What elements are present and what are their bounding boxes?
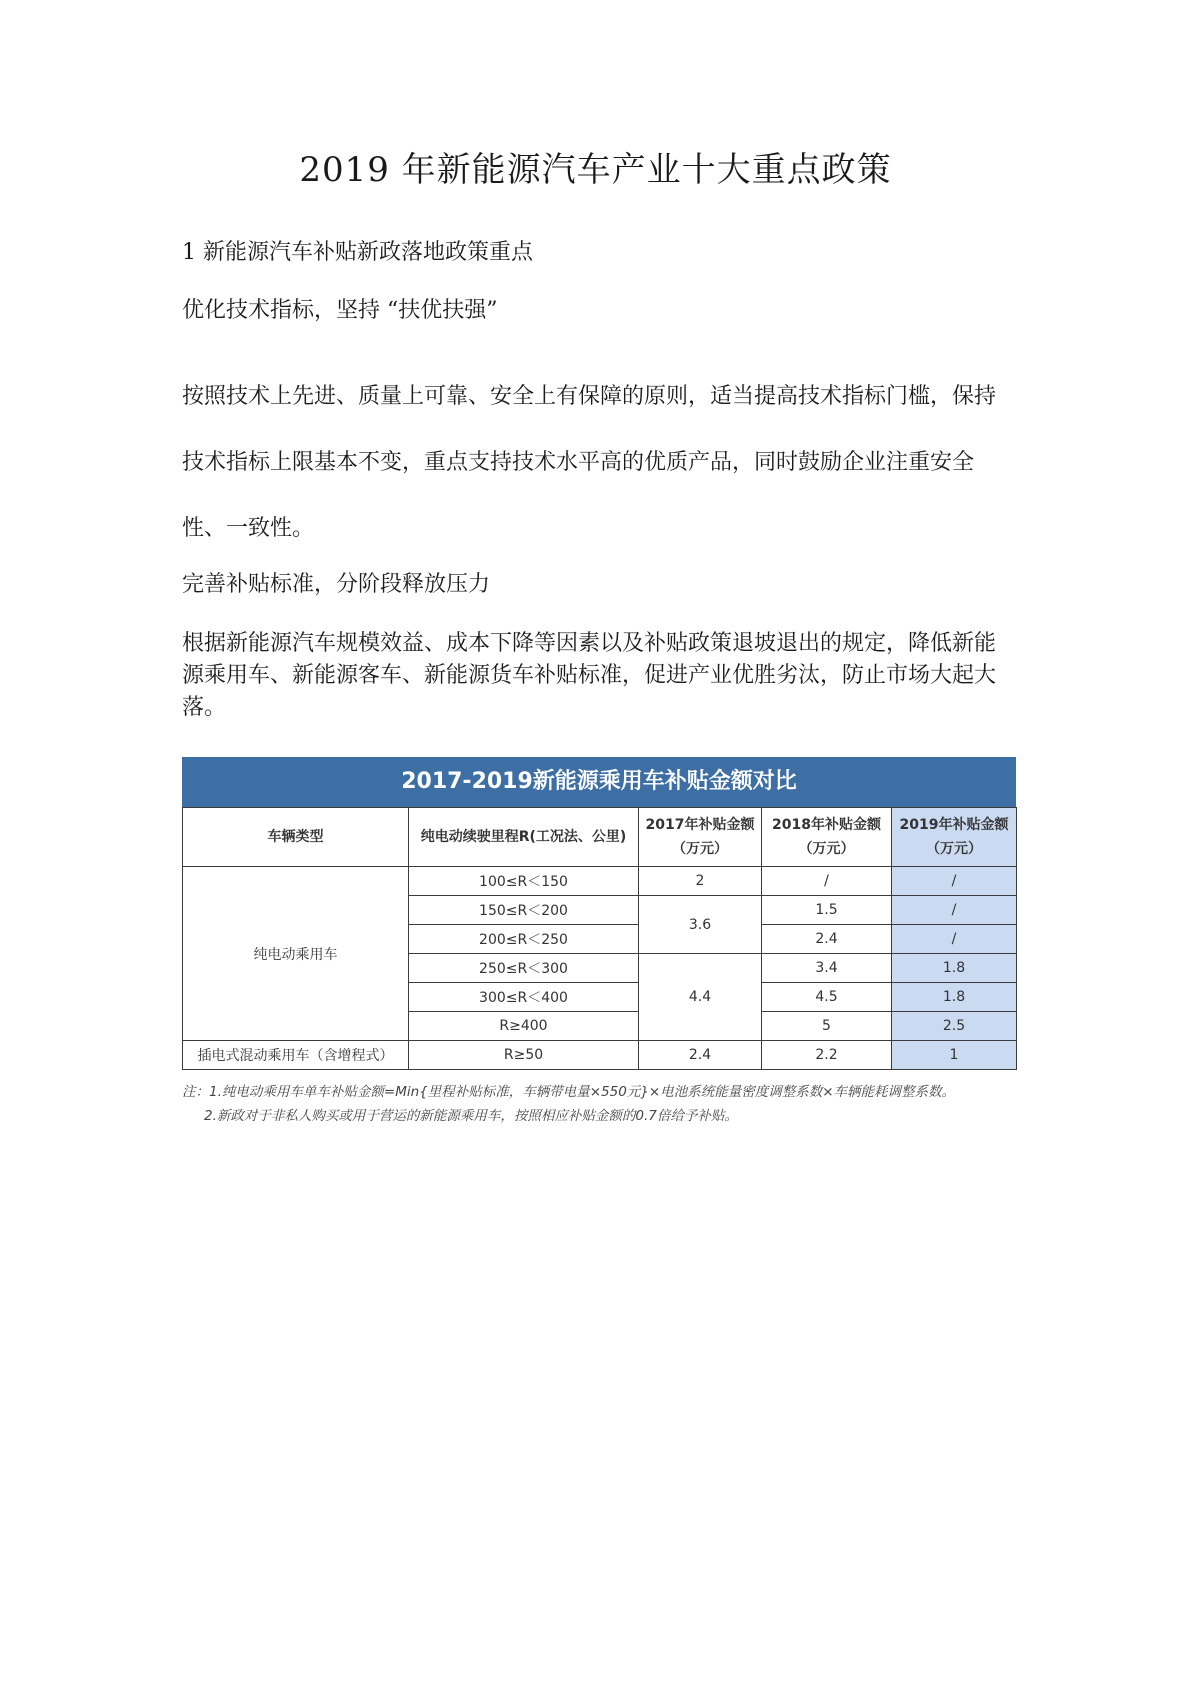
table-row [183,867,1017,896]
table-note-1: 注：1.纯电动乘用车单车补贴金额=Min{里程补贴标准，车辆带电量×550元}×电池系统能量密度调整系数×车辆能耗调整系数。 [182,1084,956,1100]
cell-2018: 5 [762,1012,892,1041]
table-notes [182,1080,1042,1128]
subheading-subsidy-standards: 完善补贴标准，分阶段释放压力 [182,572,491,597]
cell-2018: 2.4 [762,925,892,954]
header-2019: 2019年补贴金额（万元） [892,808,1017,867]
cell-range: 300≤R＜400 [409,983,639,1012]
cell-type-bev: 纯电动乘用车 [183,867,409,1041]
paragraph-subsidy-reduction: 根据新能源汽车规模效益、成本下降等因素以及补贴政策退坡退出的规定，降低新能源乘用车、新能源客车、新能源货车补贴标准，促进产业优胜劣汰，防止市场大起大落。 [182,631,997,720]
cell-2019: / [892,925,1017,954]
header-vehicle-type: 车辆类型 [183,808,409,867]
cell-2019: / [892,867,1017,896]
subsidy-table [182,807,1017,1070]
cell-range: 200≤R＜250 [409,925,639,954]
header-2017: 2017年补贴金额（万元） [639,808,762,867]
cell-2017: 3.6 [639,896,762,954]
cell-2019: 1 [892,1041,1017,1070]
cell-2017: 2 [639,867,762,896]
table-note-2: 2.新政对于非私人购买或用于营运的新能源乘用车，按照相应补贴金额的0.7倍给予补贴。 [204,1108,738,1124]
document-title: 2019 年新能源汽车产业十大重点政策 [299,150,892,190]
paragraph-technical-standards: 按照技术上先进、质量上可靠、安全上有保障的原则，适当提高技术指标门槛，保持技术指标上限基本不变，重点支持技术水平高的优质产品，同时鼓励企业注重安全性、一致性。 [182,384,997,541]
cell-2018: 4.5 [762,983,892,1012]
cell-2019: 1.8 [892,954,1017,983]
cell-2018: 1.5 [762,896,892,925]
subheading-optimize: 优化技术指标，坚持 “扶优扶强” [182,298,498,323]
cell-range: 150≤R＜200 [409,896,639,925]
table-title: 2017-2019新能源乘用车补贴金额对比 [182,757,1016,807]
cell-type-phev: 插电式混动乘用车（含增程式） [183,1041,409,1070]
table-header-row [183,808,1017,867]
header-2018: 2018年补贴金额（万元） [762,808,892,867]
section-heading-1: 1 新能源汽车补贴新政落地政策重点 [182,240,533,265]
cell-2018: / [762,867,892,896]
cell-2017: 2.4 [639,1041,762,1070]
cell-range: 100≤R＜150 [409,867,639,896]
cell-2019: 1.8 [892,983,1017,1012]
cell-range: R≥50 [409,1041,639,1070]
cell-range: 250≤R＜300 [409,954,639,983]
table-row [183,1041,1017,1070]
cell-2019: 2.5 [892,1012,1017,1041]
subsidy-table-figure [182,757,1016,1070]
cell-range: R≥400 [409,1012,639,1041]
cell-2019: / [892,896,1017,925]
header-range: 纯电动续驶里程R(工况法、公里) [409,808,639,867]
cell-2017: 4.4 [639,954,762,1041]
cell-2018: 3.4 [762,954,892,983]
cell-2018: 2.2 [762,1041,892,1070]
